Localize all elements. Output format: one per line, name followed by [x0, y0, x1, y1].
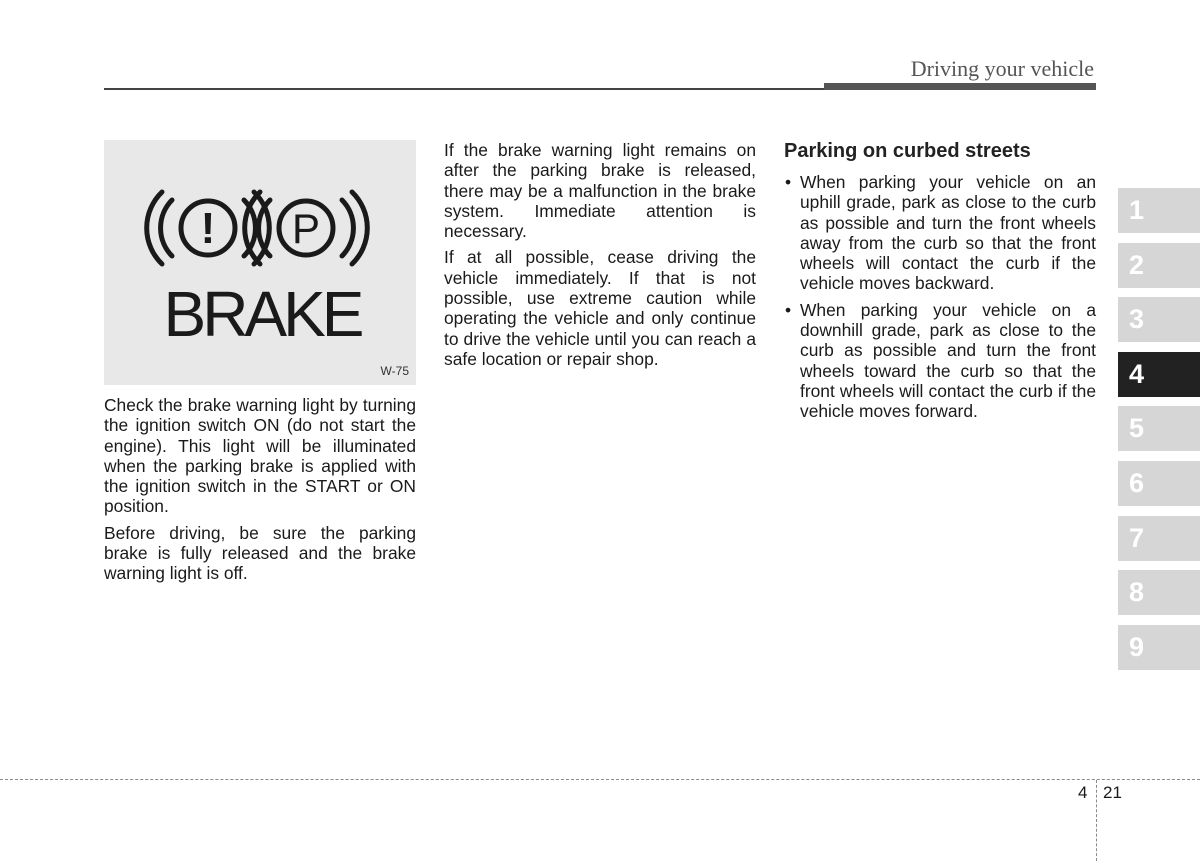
- paragraph: Check the brake warning light by turning the ignition switch ON (do not start the engine). This light will be illuminated when the parking brake is applied with the ignition switch in the START or ON position.: [104, 395, 416, 517]
- chapter-tab-1[interactable]: 1: [1118, 188, 1200, 233]
- paragraph: Before driving, be sure the parking brake is fully released and the brake warning light is off.: [104, 522, 416, 584]
- column-left: [104, 140, 416, 590]
- header-rule: [104, 88, 824, 90]
- section-heading: Parking on curbed streets: [784, 140, 1031, 162]
- brake-warning-light-icon: [104, 140, 416, 385]
- chapter-tab-5[interactable]: 5: [1118, 406, 1200, 451]
- chapter-tab-4[interactable]: 4: [1118, 352, 1200, 397]
- bullet-list: [784, 172, 1096, 422]
- brake-label: BRAKE: [163, 278, 361, 350]
- chapter-tab-7[interactable]: 7: [1118, 516, 1200, 561]
- list-item: • When parking your vehicle on a downhill grade, park as close to the curb as possible and turn the front wheels toward the curb so that the front wheels will contact the curb if the vehicle moves forward.: [784, 300, 1096, 422]
- page-number: 21: [1103, 783, 1122, 802]
- header-rule-accent: [824, 83, 1096, 90]
- chapter-tabs: [1118, 188, 1200, 679]
- chapter-tab-3[interactable]: 3: [1118, 297, 1200, 342]
- running-header-title: Driving your vehicle: [910, 56, 1094, 81]
- page-chapter-number: 4: [1078, 783, 1088, 802]
- chapter-tab-6[interactable]: 6: [1118, 461, 1200, 506]
- figure-code: W-75: [380, 363, 409, 378]
- footer-divider: [1096, 780, 1097, 861]
- list-item: • When parking your vehicle on an uphill grade, park as close to the curb as possible and turn the front wheels away from the curb so that the front wheels will contact the curb if the vehicle moves backward.: [784, 172, 1096, 294]
- column-right: [784, 140, 1096, 428]
- exclaim-bracket-left-inner: [161, 200, 172, 256]
- footer-rule: [0, 779, 1200, 780]
- paragraph: If at all possible, cease driving the vehicle immediately. If that is not possible, use extreme caution while operating the vehicle and only continue to drive the vehicle until you can reach a safe location or repair shop.: [444, 247, 756, 369]
- chapter-tab-2[interactable]: 2: [1118, 243, 1200, 288]
- column-middle: [444, 140, 756, 375]
- parking-glyph: P: [291, 205, 321, 252]
- chapter-tab-8[interactable]: 8: [1118, 570, 1200, 615]
- exclamation-glyph: !: [200, 204, 216, 253]
- parking-bracket-right-inner: [342, 200, 353, 256]
- paragraph: If the brake warning light remains on after the parking brake is released, there may be a malfunction in the brake system. Immediate attention is necessary.: [444, 140, 756, 242]
- brake-warning-figure: [104, 140, 416, 385]
- chapter-tab-9[interactable]: 9: [1118, 625, 1200, 670]
